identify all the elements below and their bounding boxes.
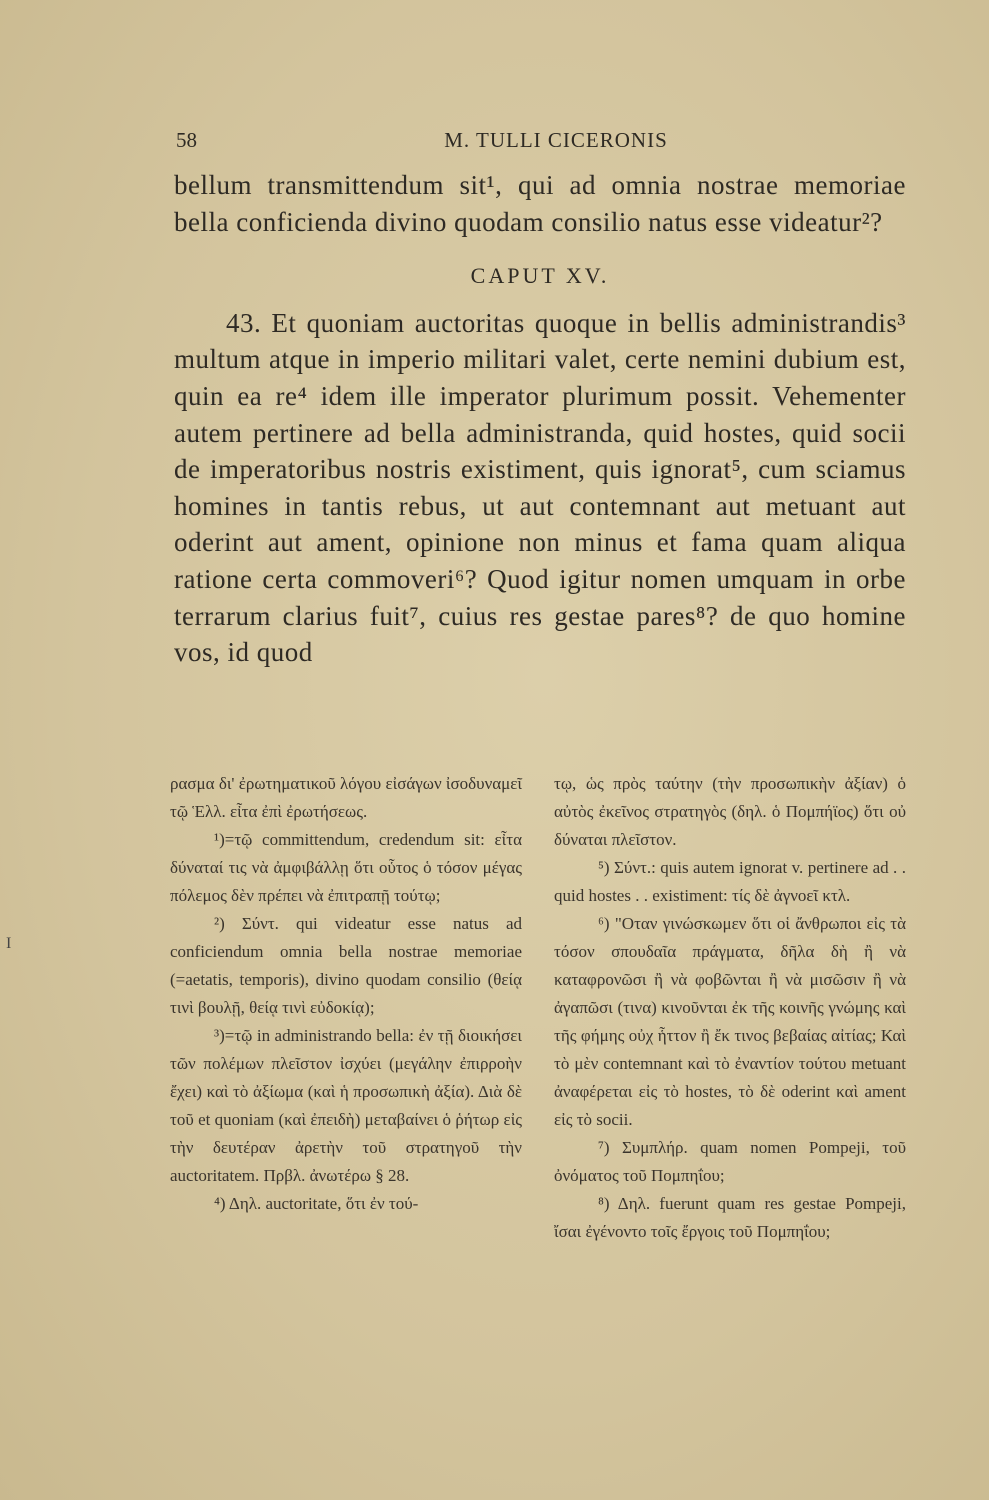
section-43-paragraph: 43. Et quoniam auctoritas quoque in bellis administrandis³ multum atque in imperio militari valet, certe nemini dubium est, quin ea re⁴ idem ille imperator plurimum possit. Vehementer autem pertinere ad bella administranda, quid hostes, quid socii de imperatoribus nostris existiment, quis ignorat⁵, cum sciamus homines in tantis rebus, ut aut contemnant aut metuant aut oderint aut ament, opinione non minus et fama quam aliqua ratione certa commoveri⁶? Quod igitur nomen umquam in orbe terrarum clarius fuit⁷, cuius res gestae pares⁸? de quo homine vos, id quod [174, 307, 906, 668]
footnote: ρασμα δι' ἐρωτηματικοῦ λόγου εἰσάγων ἰσοδυναμεῖ τῷ Ἑλλ. εἶτα ἐπὶ ἐρωτήσεως. [170, 774, 522, 821]
footnote: ⁸) Δηλ. fuerunt quam res gestae Pompeji, ἴσαι ἐγένοντο τοῖς ἔργοις τοῦ Πομπηΐου; [554, 1194, 906, 1241]
opening-paragraph: bellum transmittendum sit¹, qui ad omnia nostrae memoriae bella conficienda divino quodam consilio natus esse videatur²? [174, 170, 906, 237]
footnote: ³)=τῷ in administrando bella: ἐν τῇ διοικήσει τῶν πολέμων πλεῖστον ἰσχύει (μεγάλην ἐπιρροὴν ἔχει) καὶ τὸ ἀξίωμα (καὶ ἡ προσωπικὴ ἀξία). Διὰ δὲ τοῦ et quoniam (καὶ ἐπειδὴ) μεταβαίνει ὁ ῥήτωρ εἰς τὴν δευτέραν ἀρετὴν τοῦ στρατηγοῦ τὴν auctoritatem. Πρβλ. ἀνωτέρω § 28. [170, 1026, 522, 1185]
main-text [174, 167, 906, 671]
footnote: ⁵) Σύντ.: quis autem ignorat v. pertinere ad . . quid hostes . . existiment: τίς δὲ ἀγνοεῖ κτλ. [554, 858, 906, 905]
footnote: ⁴) Δηλ. auctoritate, ὅτι ἐν τού- [214, 1194, 419, 1213]
footnote: ⁷) Συμπλήρ. quam nomen Pompeji, τοῦ ὀνόματος τοῦ Πομπηΐου; [554, 1138, 906, 1185]
footnotes-right-column [554, 770, 906, 1246]
running-title: M. TULLI CICERONIS [444, 128, 668, 152]
footnote: ⁶) "Οταν γινώσκωμεν ὅτι οἱ ἄνθρωποι εἰς τὰ τόσον σπουδαῖα πράγματα, δῆλα δὴ ἢ νὰ καταφρονῶσι ἢ νὰ φοβῶνται ἢ νὰ μισῶσιν ἢ νὰ ἀγαπῶσι (τινα) κινοῦνται ἐκ τῆς κοινῆς γνώμης καὶ τῆς φήμης οὐχ ἧττον ἢ ἔκ τινος βεβαίας αἰτίας; Καὶ τὸ μὲν contemnant καὶ τὸ ἐναντίον τούτου metuant ἀναφέρεται εἰς τὸ hostes, τὸ δὲ oderint καὶ ament εἰς τὸ socii. [554, 914, 906, 1129]
footnotes [170, 770, 906, 1246]
footnote: ¹)=τῷ committendum, credendum sit: εἶτα δύναταί τις νὰ ἀμφιβάλλῃ ὅτι οὗτος ὁ τόσον μέγας πόλεμος δὲν πρέπει νὰ ἐπιτραπῇ τούτῳ; [170, 830, 522, 905]
margin-mark: I [6, 935, 12, 952]
page-number: 58 [176, 128, 197, 152]
footnote: τῳ, ὡς πρὸς ταύτην (τὴν προσωπικὴν ἀξίαν) ὁ αὐτὸς ἐκεῖνος στρατηγὸς (δηλ. ὁ Πομπήϊος) ὅτι οὐ δύναται πλεῖστον. [554, 774, 906, 849]
footnotes-left-column [170, 770, 522, 1246]
page-header [176, 128, 906, 158]
footnote: ²) Σύντ. qui videatur esse natus ad conficiendum omnia bella nostrae memoriae (=aetatis, temporis), divino quodam consilio (θείᾳ τινὶ βουλῇ, θείᾳ τινὶ εὐδοκίᾳ); [170, 914, 522, 1017]
chapter-heading: CAPUT XV. [470, 263, 610, 289]
